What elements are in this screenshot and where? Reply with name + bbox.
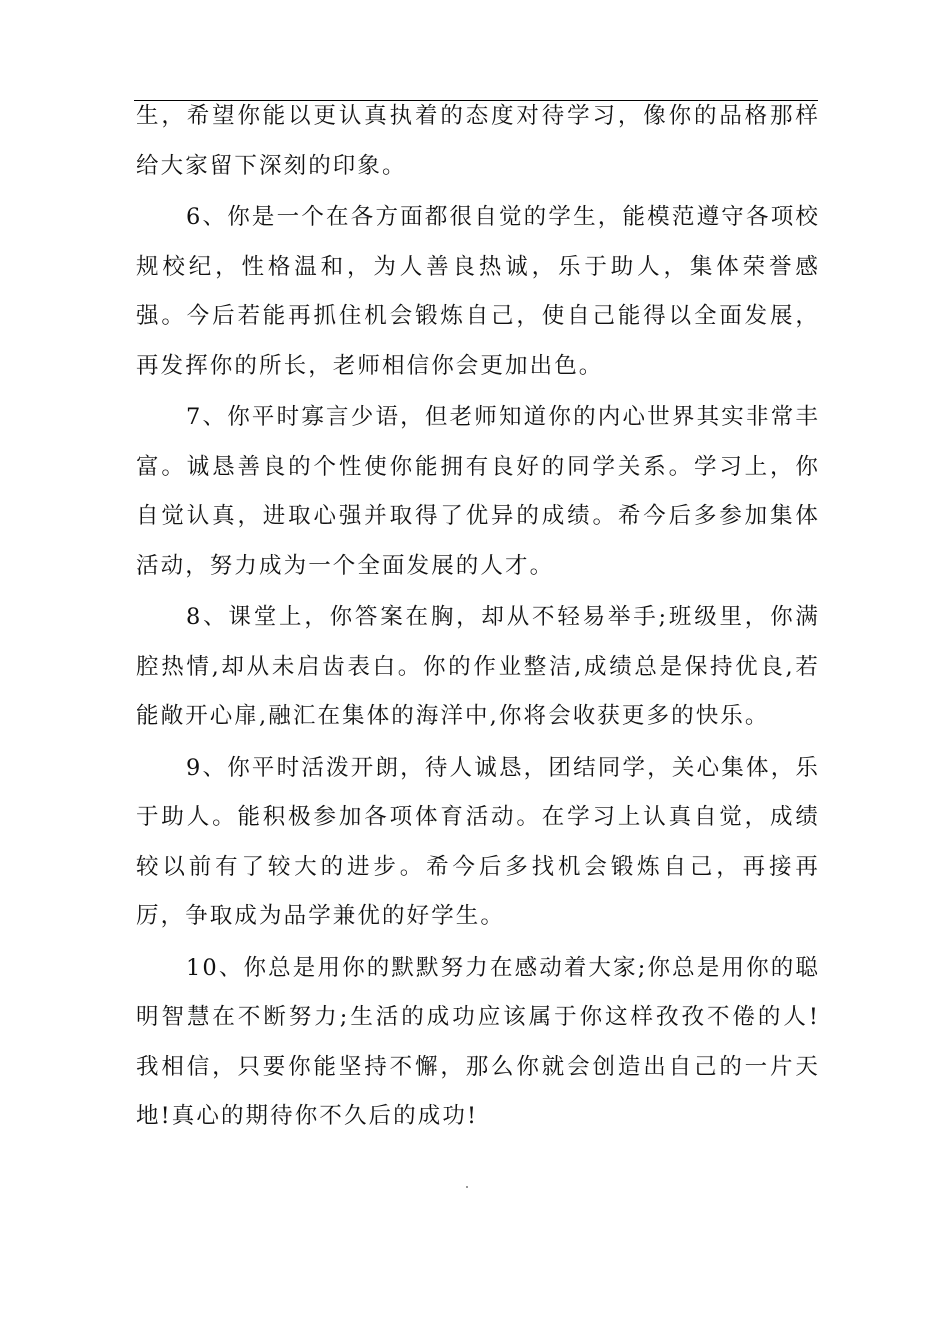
document-body [136,92,820,1144]
paragraph-8: 8、课堂上，你答案在胸，却从不轻易举手;班级里，你满腔热情,却从未启齿表白。你的作业整洁,成绩总是保持优良,若能敞开心扉,融汇在集体的海洋中,你将会收获更多的快乐。 [136,604,820,729]
paragraph-5-continued: 生，希望你能以更认真执着的态度对待学习，像你的品格那样给大家留下深刻的印象。 [136,103,820,179]
footer-dot [466,1186,468,1188]
paragraph-9: 9、你平时活泼开朗，待人诚恳，团结同学，关心集体，乐于助人。能积极参加各项体育活动。在学习上认真自觉，成绩较以前有了较大的进步。希今后多找机会锻炼自己，再接再厉，争取成为品学兼优的好学生。 [136,754,820,929]
paragraph-10: 10、你总是用你的默默努力在感动着大家;你总是用你的聪明智慧在不断努力;生活的成功应该属于你这样孜孜不倦的人!我相信，只要你能坚持不懈，那么你就会创造出自己的一片天地!真心的期待你不久后的成功! [136,954,820,1129]
paragraph-6: 6、你是一个在各方面都很自觉的学生，能模范遵守各项校规校纪，性格温和，为人善良热诚，乐于助人，集体荣誉感强。今后若能再抓住机会锻炼自己，使自己能得以全面发展，再发挥你的所长，老师相信你会更加出色。 [136,204,820,379]
paragraph-7: 7、你平时寡言少语，但老师知道你的内心世界其实非常丰富。诚恳善良的个性使你能拥有良好的同学关系。学习上，你自觉认真，进取心强并取得了优异的成绩。希今后多参加集体活动，努力成为一个全面发展的人才。 [136,404,820,579]
